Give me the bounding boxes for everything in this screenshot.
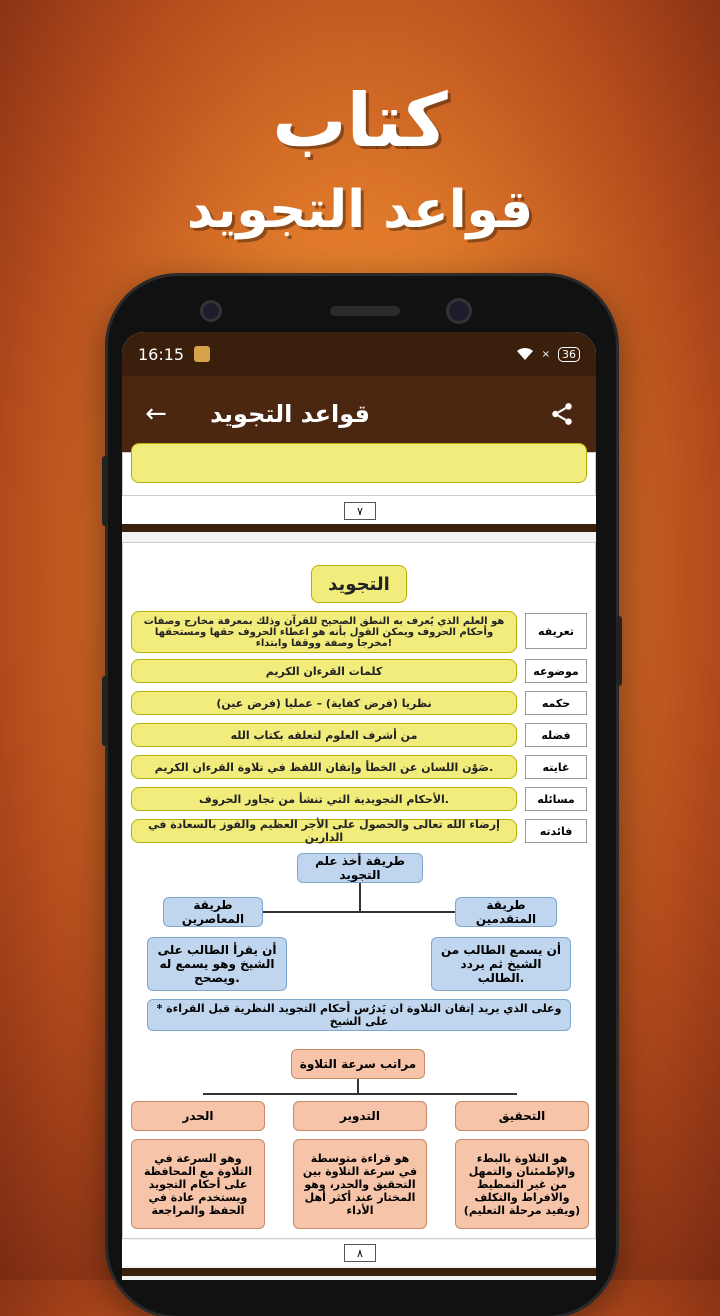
speed-name: التحقيق	[455, 1101, 589, 1131]
note: * وعلى الذي يريد إتقان التلاوة ان يَدرُس أحكام التجويد النظرية قبل القراءة على الشيخ	[147, 999, 571, 1031]
app-title: قواعد التجويد	[210, 400, 370, 428]
row-label: موضوعه	[525, 659, 587, 683]
speed-name: التدوير	[293, 1101, 427, 1131]
speed-name: الحدر	[131, 1101, 265, 1131]
method-title: طريقة أخذ علم التجويد	[297, 853, 423, 883]
row-label: فضله	[525, 723, 587, 747]
back-arrow-icon[interactable]: ←	[145, 399, 167, 429]
speed-text: وهو السرعة في التلاوة مع المحافظة على أحكام التجويد ويستخدم عادة في الحفظ والمراجعة	[131, 1139, 265, 1229]
page-footer-2	[122, 1240, 596, 1266]
row-text: إرضاء الله تعالى والحصول على الأجر العظيم والفوز بالسعادة في الدارين	[131, 819, 517, 843]
connector	[359, 883, 361, 911]
wifi-icon	[516, 347, 534, 361]
app-bar	[122, 376, 596, 452]
method-right-title: طريقة المتقدمين	[455, 897, 557, 927]
doc-heading: التجويد	[311, 565, 407, 603]
promo-title-line1: كتاب	[272, 78, 448, 164]
row-text: من أشرف العلوم لتعلقه بكتاب الله	[131, 723, 517, 747]
row-label: حكمه	[525, 691, 587, 715]
promo-title-line2: قواعد التجويد	[186, 180, 534, 240]
row-text: الأحكام التجويدية التي تنشأ من تجاور الحروف.	[131, 787, 517, 811]
front-sensor-icon	[446, 298, 472, 324]
connector	[357, 1079, 359, 1093]
row-label: فائدته	[525, 819, 587, 843]
status-bar	[122, 332, 596, 376]
connector	[263, 911, 455, 913]
page-fragment-top	[122, 452, 596, 496]
phone-screen	[122, 332, 596, 1280]
method-right-text: أن يسمع الطالب من الشيخ ثم يردد الطالب.	[431, 937, 571, 991]
volume-button-2	[102, 676, 108, 746]
page-number: ٧	[344, 502, 376, 520]
page-number-2: ٨	[344, 1244, 376, 1262]
previous-box	[131, 443, 587, 483]
speed-title: مراتب سرعة التلاوة	[291, 1049, 425, 1079]
row-label: مسائله	[525, 787, 587, 811]
row-text: كلمات القرءان الكريم	[131, 659, 517, 683]
row-label: غايته	[525, 755, 587, 779]
row-text: نظريا (فرض كفاية) – عمليا (فرض عين)	[131, 691, 517, 715]
app-notification-icon	[194, 346, 210, 362]
status-time: 16:15	[138, 344, 185, 364]
page-divider	[122, 524, 596, 532]
connector	[203, 1093, 517, 1095]
page-footer	[122, 496, 596, 524]
document-viewer[interactable]	[122, 452, 596, 1280]
power-button	[616, 616, 622, 686]
row-text: هو العلم الذي يُعرف به النطق الصحيح للقرآن وذلك بمعرفة مخارج وصفات وأحكام الحروف ويمكن القول بأنه هو اعطاء الحروف حقها ومستحقها مخرجا وصفة ووقفا وابتداء!	[131, 611, 517, 653]
speed-text: هو التلاوة بالبطء والإطمئنان والتمهل من غير التمطيط والافراط والتكلف (ويفيد مرحلة التعليم)	[455, 1139, 589, 1229]
phone-speaker	[330, 306, 400, 316]
row-label: تعريفه	[525, 613, 587, 649]
page-divider-2	[122, 1268, 596, 1276]
front-camera-icon	[200, 300, 222, 322]
page-content	[122, 542, 596, 1239]
signal-icon: ×	[541, 348, 550, 360]
row-text: صَوْن اللسان عن الخطأ وإتقان اللفظ في تلاوة القرءان الكريم.	[131, 755, 517, 779]
share-icon[interactable]	[544, 396, 580, 432]
battery-icon: 36	[558, 347, 580, 362]
speed-text: هو قراءة متوسطة في سرعة التلاوة بين التحقيق والحدر، وهو المختار عند أكثر أهل الأداء	[293, 1139, 427, 1229]
method-left-title: طريقة المعاصرين	[163, 897, 263, 927]
volume-button	[102, 456, 108, 526]
method-left-text: أن يقرأ الطالب على الشيخ وهو يسمع له ويصحح.	[147, 937, 287, 991]
